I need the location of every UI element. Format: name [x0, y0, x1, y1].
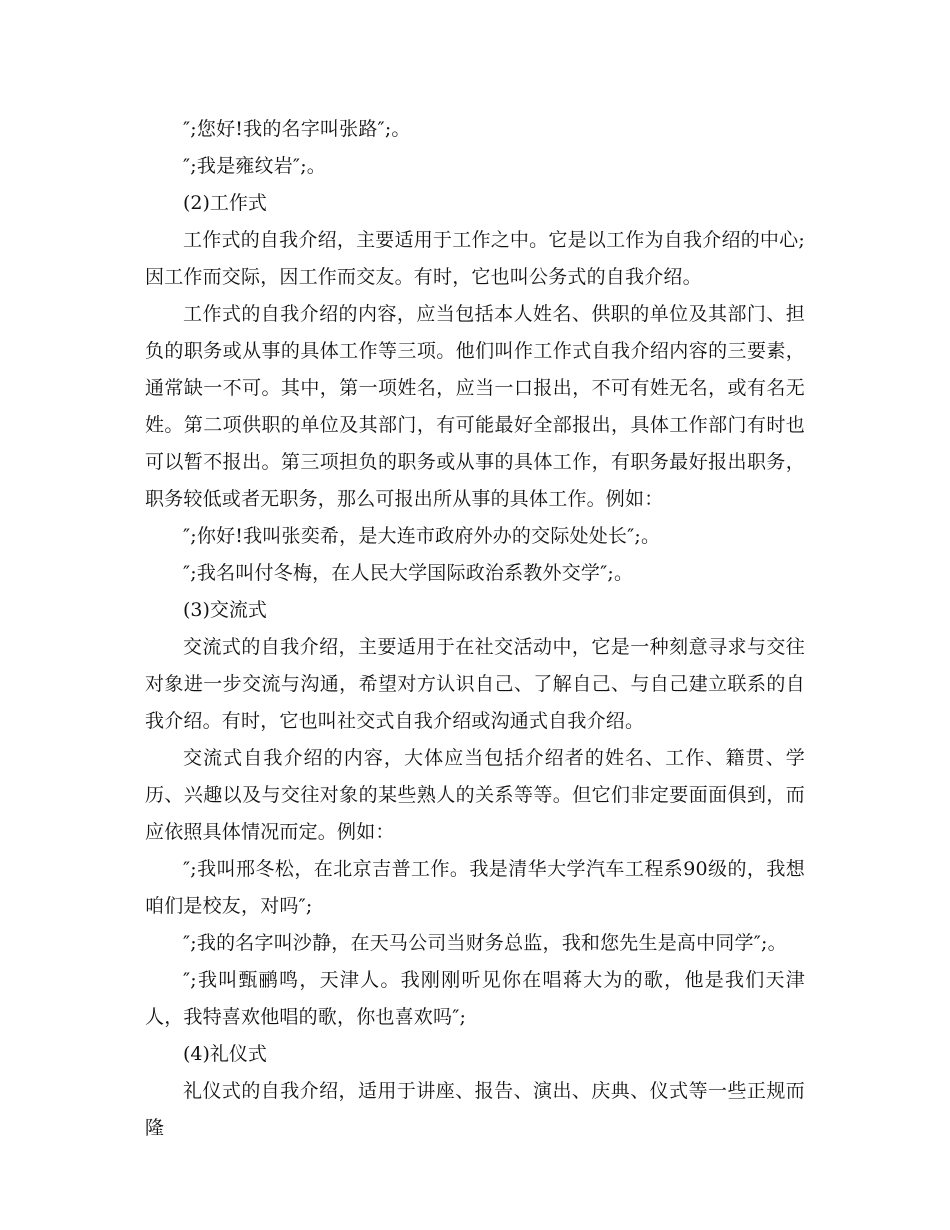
body-paragraph: 交流式的自我介绍，主要适用于在社交活动中，它是一种刻意寻求与交往对象进一步交流与沟通，希望对方认识自己、了解自己、与自己建立联系的自我介绍。有时，它也叫社交式自我介绍或沟通式自我介绍。 [145, 636, 805, 732]
quote-paragraph: ″;您好!我的名字叫张路″;。 [183, 118, 411, 140]
quote-paragraph: ″;我的名字叫沙静，在天马公司当财务总监，我和您先生是高中同学″;。 [183, 932, 787, 954]
body-paragraph: 交流式自我介绍的内容，大体应当包括介绍者的姓名、工作、籍贯、学历、兴趣以及与交往对象的某些熟人的关系等等。但它们非定要面面俱到，而应依照具体情况而定。例如： [145, 747, 805, 843]
document-body [145, 111, 805, 1147]
quote-paragraph: ″;我名叫付冬梅，在人民大学国际政治系教外交学″;。 [183, 562, 634, 584]
body-paragraph: 工作式的自我介绍，主要适用于工作之中。它是以工作为自我介绍的中心;因工作而交际，因工作而交友。有时，它也叫公务式的自我介绍。 [145, 229, 805, 288]
section-heading: (4)礼仪式 [183, 1043, 267, 1065]
quote-paragraph: ″;我叫邢冬松，在北京吉普工作。我是清华大学汽车工程系90级的，我想咱们是校友，对吗″; [145, 858, 805, 917]
section-heading: (3)交流式 [183, 599, 267, 621]
section-heading: (2)工作式 [183, 192, 267, 214]
quote-paragraph: ″;我是雍纹岩″;。 [183, 155, 326, 177]
quote-paragraph: ″;我叫甄鹂鸣，天津人。我刚刚听见你在唱蒋大为的歌，他是我们天津人，我特喜欢他唱的歌，你也喜欢吗″; [145, 969, 805, 1028]
body-paragraph: 礼仪式的自我介绍，适用于讲座、报告、演出、庆典、仪式等一些正规而隆 [145, 1080, 805, 1139]
body-paragraph: 工作式的自我介绍的内容，应当包括本人姓名、供职的单位及其部门、担负的职务或从事的具体工作等三项。他们叫作工作式自我介绍内容的三要素，通常缺一不可。其中，第一项姓名，应当一口报出，不可有姓无名，或有名无姓。第二项供职的单位及其部门，有可能最好全部报出，具体工作部门有时也可以暂不报出。第三项担负的职务或从事的具体工作，有职务最好报出职务，职务较低或者无职务，那么可报出所从事的具体工作。例如： [145, 303, 805, 510]
quote-paragraph: ″;你好!我叫张奕希，是大连市政府外办的交际处处长″;。 [183, 525, 661, 547]
